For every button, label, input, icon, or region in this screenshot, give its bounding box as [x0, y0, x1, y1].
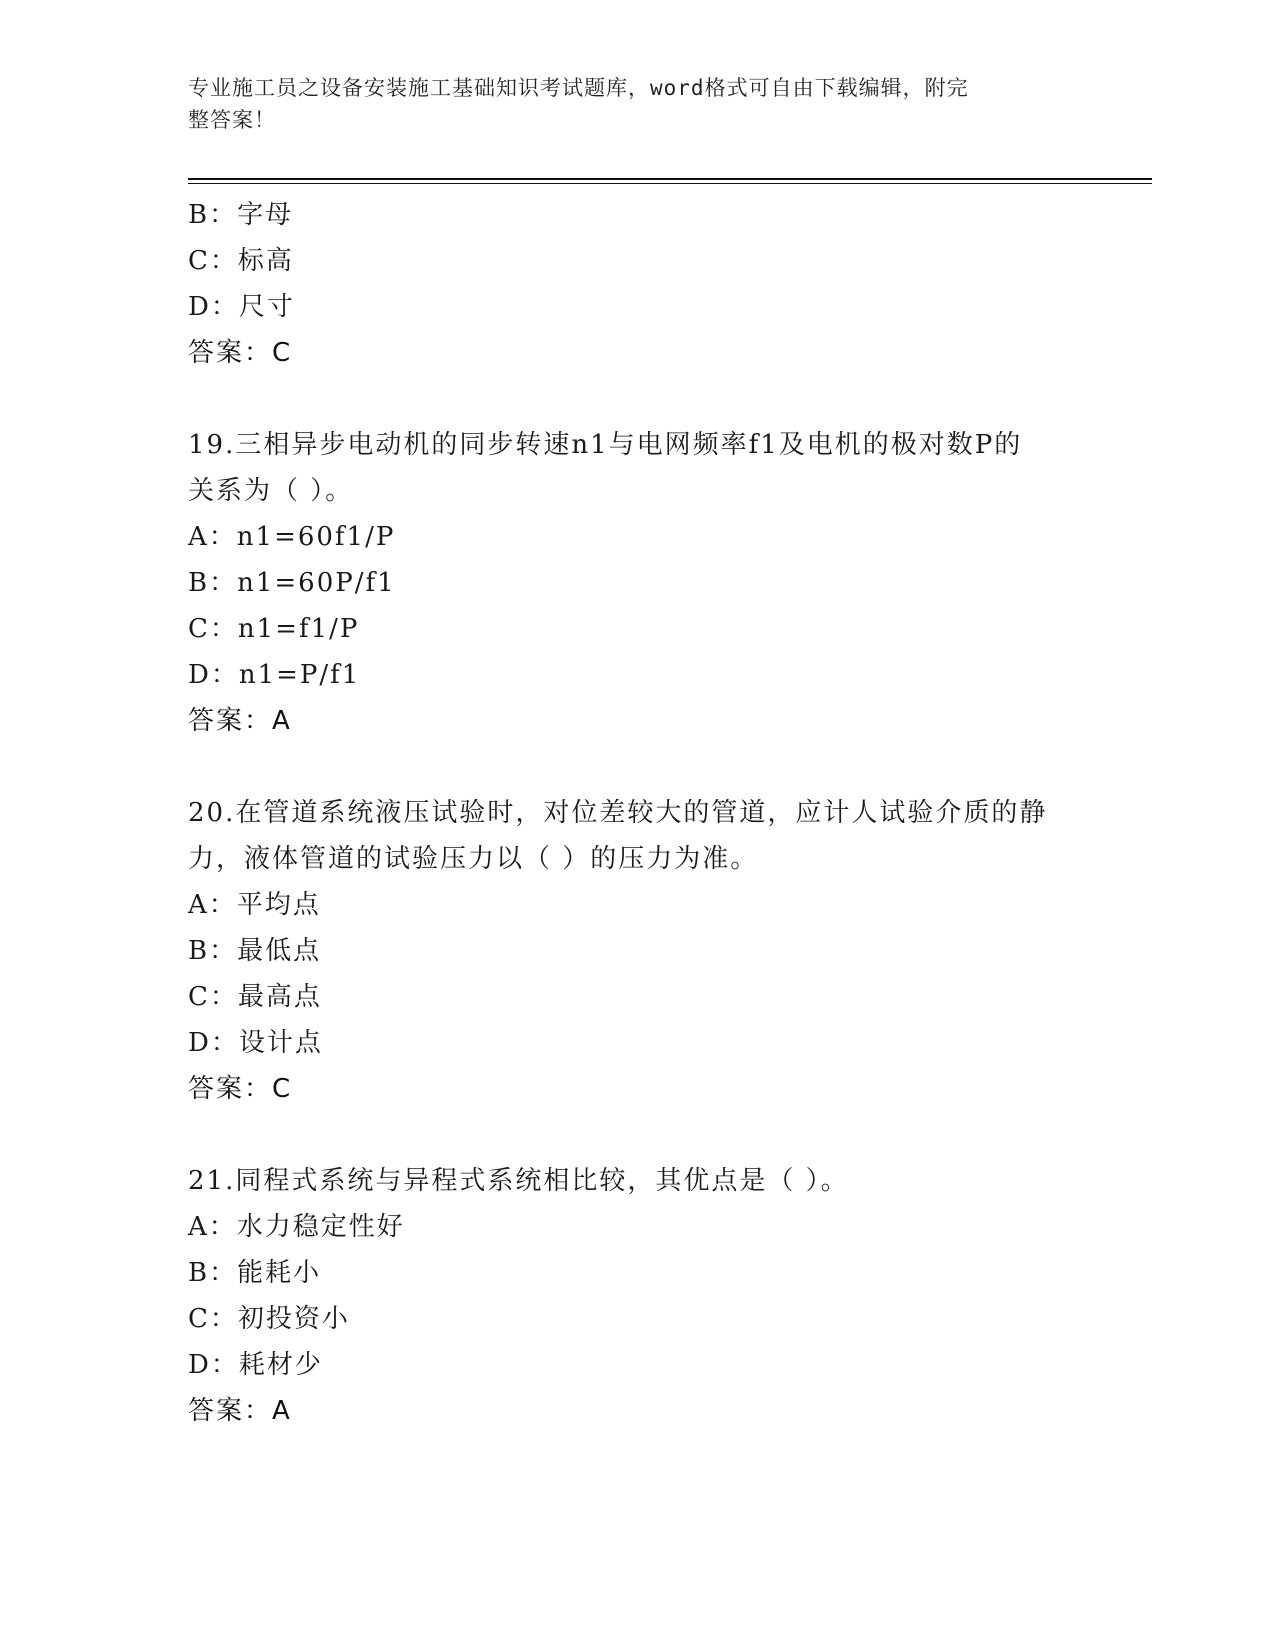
question-18-continued [188, 192, 1088, 376]
answer-line: 答案：A [188, 1396, 292, 1426]
option-b: B：字母 [188, 200, 294, 230]
option-a: A：n1=60f1/P [188, 522, 396, 552]
option-b: B：能耗小 [188, 1258, 322, 1288]
option-c: C：最高点 [188, 982, 322, 1012]
header-divider-thin [188, 183, 1152, 184]
option-c: C：标高 [188, 246, 294, 276]
header-divider-thick [188, 178, 1152, 180]
option-d: D：n1=P/f1 [188, 660, 361, 690]
question-text-line-1: 21.同程式系统与异程式系统相比较，其优点是（ ）。 [188, 1166, 849, 1196]
option-d: D：尺寸 [188, 292, 295, 322]
question-19 [188, 422, 1088, 744]
question-21 [188, 1158, 1088, 1434]
header-title-line-1: 专业施工员之设备安装施工基础知识考试题库，word格式可自由下载编辑，附完 [188, 76, 969, 100]
answer-line: 答案：C [188, 338, 293, 368]
document-header [188, 72, 1068, 136]
question-20 [188, 790, 1088, 1112]
option-b: B：n1=60P/f1 [188, 568, 396, 598]
option-a: A：平均点 [188, 890, 321, 920]
answer-line: 答案：A [188, 706, 292, 736]
answer-line: 答案：C [188, 1074, 293, 1104]
question-text-line-1: 19.三相异步电动机的同步转速n1与电网频率f1及电机的极对数P的 [188, 430, 1023, 460]
option-c: C：n1=f1/P [188, 614, 360, 644]
option-d: D：设计点 [188, 1028, 323, 1058]
option-b: B：最低点 [188, 936, 322, 966]
option-d: D：耗材少 [188, 1350, 323, 1380]
question-text-line-1: 20.在管道系统液压试验时，对位差较大的管道，应计人试验介质的静 [188, 798, 1048, 828]
option-c: C：初投资小 [188, 1304, 350, 1334]
question-text-line-2: 关系为（ ）。 [188, 476, 354, 506]
option-a: A：水力稳定性好 [188, 1212, 405, 1242]
question-list [188, 192, 1088, 1434]
header-title-line-2: 整答案！ [188, 108, 276, 132]
question-text-line-2: 力，液体管道的试验压力以（ ）的压力为准。 [188, 844, 759, 874]
